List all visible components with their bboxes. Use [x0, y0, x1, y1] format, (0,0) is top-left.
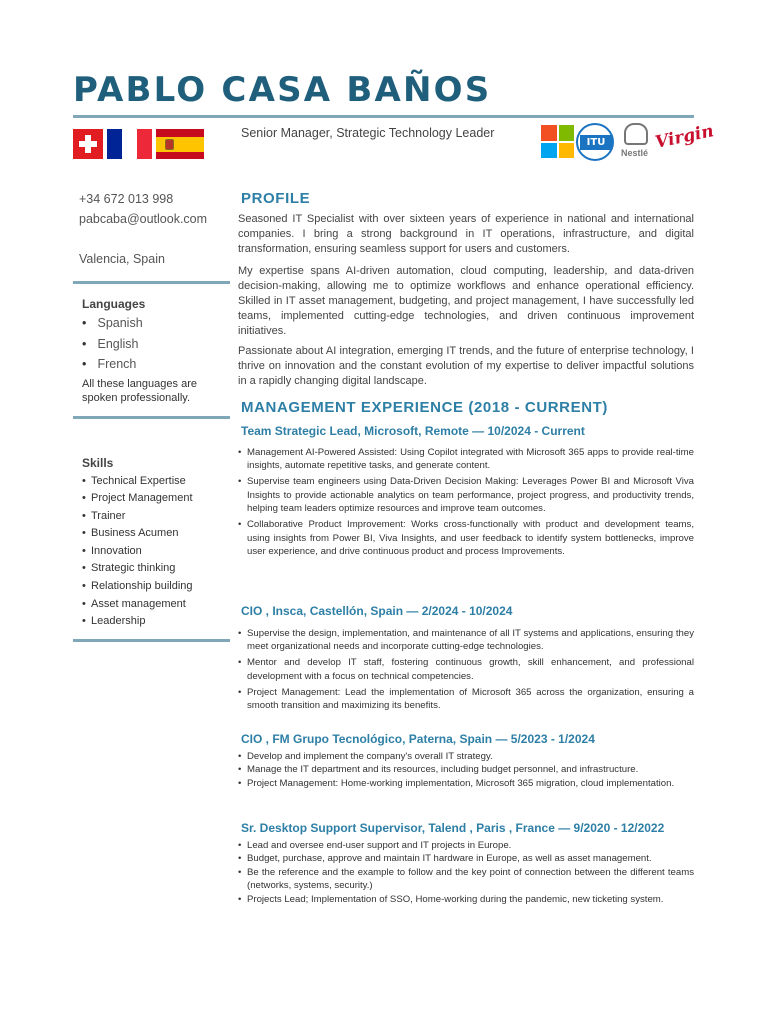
contact-location: Valencia, Spain: [79, 252, 165, 266]
profile-paragraph: Passionate about AI integration, emerging IT trends, and the future of enterprise technology, I thrive on innovation and the constant evolution of my expertise to deliver impactful solutions in a rapidly changing digital landscape.: [238, 345, 694, 387]
skill-item: • Project Management: [82, 492, 193, 504]
sidebar-divider: [73, 281, 230, 284]
list-item: • Management AI-Powered Assisted: Using Copilot integrated with Microsoft 365 apps to provide real-time insights, automate repetitive tasks, and generate content.: [238, 446, 694, 473]
job-bullets: [238, 839, 694, 906]
skill-item: • Innovation: [82, 545, 142, 557]
list-item: • Project Management: Home-working implementation, Microsoft 365 migration, cloud implementation.: [238, 777, 694, 790]
job-title: CIO , FM Grupo Tecnológico, Paterna, Spain — 5/2023 - 1/2024: [241, 732, 595, 746]
list-item: • Project Management: Lead the implementation of Microsoft 365 across the organization, ensuring a smooth transition and maximizing its benefits.: [238, 686, 694, 713]
list-item: • Budget, purchase, approve and maintain IT hardware in Europe, as well as asset management.: [238, 852, 694, 865]
skill-item: • Trainer: [82, 510, 126, 522]
language-flags: [73, 129, 204, 159]
itu-logo: ITU: [576, 123, 614, 161]
job-subtitle: Senior Manager, Strategic Technology Leader: [241, 126, 495, 140]
candidate-name: PABLO CASA BAÑOS: [73, 70, 492, 110]
profile-paragraph: Seasoned IT Specialist with over sixteen years of experience in national and international companies. I bring a strong background in IT operations, infrastructure, and digital transformation, ensuring seamless support for users and customers.: [238, 213, 694, 255]
job-bullets: [238, 750, 694, 790]
list-item: • Supervise the design, implementation, and maintenance of all IT systems and applications, ensuring they meet organizational needs and incorporate cutting-edge technologies.: [238, 627, 694, 654]
skill-item: • Asset management: [82, 598, 186, 610]
skill-item: • Technical Expertise: [82, 475, 186, 487]
skill-item: • Leadership: [82, 615, 146, 627]
switzerland-flag: [73, 129, 103, 159]
skills-heading: Skills: [82, 456, 114, 470]
list-item: • Supervise team engineers using Data-Driven Decision Making: Leverages Power BI and Microsoft Viva Insights to provide actionable analytics on team performance, project progress, and productivity trends, helping team leaders optimize resources and improve team outcomes.: [238, 475, 694, 515]
france-flag: [107, 129, 152, 159]
list-item: • Manage the IT department and its resources, including budget personnel, and infrastructure.: [238, 763, 694, 776]
profile-heading: PROFILE: [241, 190, 311, 207]
list-item: • Develop and implement the company's overall IT strategy.: [238, 750, 694, 763]
language-item: • Spanish: [82, 316, 143, 330]
spain-flag: [156, 129, 204, 159]
company-logos: [541, 121, 716, 163]
header-divider: [73, 115, 694, 118]
job-bullets: [238, 627, 694, 715]
experience-heading: MANAGEMENT EXPERIENCE (2018 - CURRENT): [241, 399, 609, 416]
list-item: • Be the reference and the example to follow and the key point of connection between the different teams (networks, systems, security.): [238, 866, 694, 893]
sidebar-divider: [73, 639, 230, 642]
contact-email: pabcaba@outlook.com: [79, 212, 208, 226]
job-bullets: [238, 446, 694, 561]
job-title: Team Strategic Lead, Microsoft, Remote — 10/2024 - Current: [241, 424, 585, 438]
language-item: • French: [82, 357, 137, 371]
language-item: • English: [82, 337, 139, 351]
nestle-logo: Nestlé: [621, 123, 653, 163]
list-item: • Projects Lead; Implementation of SSO, Home-working during the pandemic, new ticketing system.: [238, 893, 694, 906]
job-title: CIO , Insca, Castellón, Spain — 2/2024 - 10/2024: [241, 604, 513, 618]
list-item: • Collaborative Product Improvement: Works cross-functionally with product and development teams, using insights from Power BI, Viva Insights, and user feedback to identify system bottlenecks, improve user experience, and drive continuous product and process Improvements.: [238, 518, 694, 558]
job-title: Sr. Desktop Support Supervisor, Talend , Paris , France — 9/2020 - 12/2022: [241, 821, 665, 835]
skill-item: • Business Acumen: [82, 527, 179, 539]
languages-heading: Languages: [82, 297, 146, 311]
profile-paragraph: My expertise spans AI-driven automation, cloud computing, leadership, and data-driven decision-making, allowing me to optimize workflows and enhance operational efficiency. Skilled in IT asset management, budgeting, and project management, I have successfully led teams, implemented cutting-edge technologies, and driven continuous improvement initiatives.: [238, 265, 694, 337]
microsoft-logo: [541, 125, 574, 158]
languages-note: All these languages are spoken professionally.: [82, 378, 197, 404]
sidebar-divider: [73, 416, 230, 419]
skill-item: • Relationship building: [82, 580, 193, 592]
virgin-logo: Virgin: [653, 121, 716, 153]
list-item: • Lead and oversee end-user support and IT projects in Europe.: [238, 839, 694, 852]
skill-item: • Strategic thinking: [82, 562, 176, 574]
contact-phone: +34 672 013 998: [79, 192, 174, 206]
list-item: • Mentor and develop IT staff, fostering continuous growth, skill enhancement, and professional development with a focus on technical competencies.: [238, 656, 694, 683]
